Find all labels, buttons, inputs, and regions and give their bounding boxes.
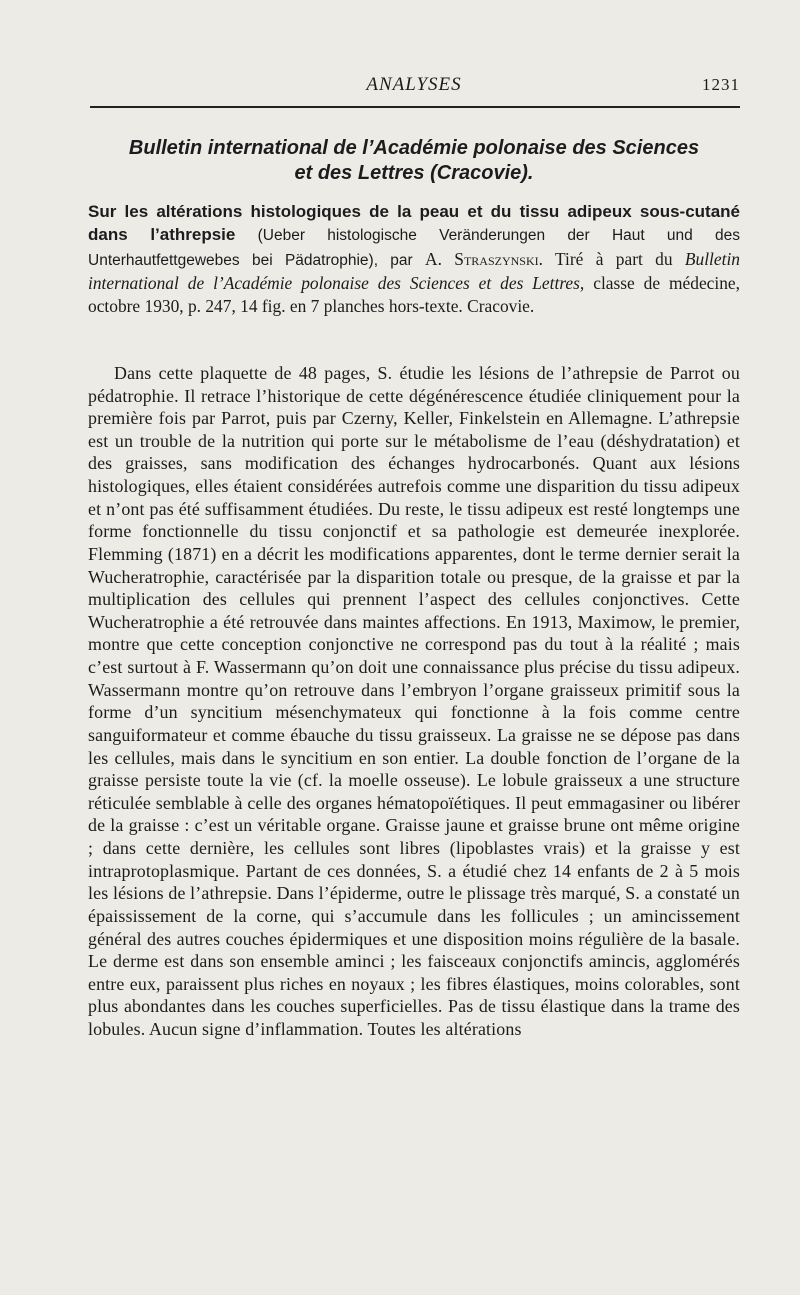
journal-title-line-2: et des Lettres (Cracovie). — [294, 162, 534, 184]
bibliographic-entry — [88, 200, 740, 317]
reprint-details: classe de médecine, octobre 1930, p. 247, 14 fig. en 7 planches hors-texte. Cracovie. — [88, 273, 740, 316]
journal-title — [88, 136, 740, 186]
article-body: Dans cette plaquette de 48 pages, S. étudie les lésions de l’athrepsie de Parrot ou pédatrophie. Il retrace l’historique de cette dégénérescence étudiée cliniquement pour la première fois par Parrot, puis par Czerny, Keller, Finkelstein en Allemagne. L’athrepsie est un trouble de la nutrition qui porte sur le métabolisme de l’eau (déshydratation) et des graisses, sans modification des échanges hydrocarbonés. Quant aux lésions histologiques, elles étaient considérées autrefois comme une disparition du tissu adipeux et n’ont pas été suffisamment étudiées. Du reste, le tissu adipeux est resté longtemps une forme fonctionnelle du tissu conjonctif et sa pathologie est demeurée inexplorée. Flemming (1871) en a décrit les modifications apparentes, dont le terme dernier serait la Wucheratrophie, caractérisée par la disparition totale ou presque, de la graisse et par la multiplication des cellules qui prennent l’aspect des cellules conjonctives. Cette Wucheratrophie a été retrouvée dans maintes affections. En 1913, Maximow, le premier, montre que cette conception conjonctive ne correspond pas du tout à la réalité ; mais c’est surtout à F. Wassermann qu’on doit une connaissance plus précise du tissu adipeux. Wassermann montre qu’on retrouve dans l’embryon l’organe graisseux primitif sous la forme d’un syncitium mésenchymateux qui fonctionne à la fois comme centre sanguiformateur et comme ébauche du tissu graisseux. La graisse ne se dépose pas dans les cellules, mais dans le syncitium en son entier. La double fonction de l’organe de la graisse persiste toute la vie (cf. la moelle osseuse). Le lobule graisseux a une structure réticulée semblable à celle des organes hématopoïétiques. Il peut emmagasiner ou libérer de la graisse : c’est un véritable organe. Graisse jaune et graisse brune ont même origine ; dans cette dernière, les cellules sont libres (lipoblastes vrais) et la graisse y est intraprotoplasmique. Partant de ces données, S. a étudié chez 14 enfants de 2 à 5 mois les lésions de l’athrepsie. Dans l’épiderme, outre le plissage très marqué, S. a constaté un épaississement de la corne, qui s’accumule dans les follicules ; un amincissement général des autres couches épidermiques et une disposition moins régulière de la basale. Le derme est dans son ensemble aminci ; les faisceaux conjonctifs amincis, agglomérés entre eux, paraissent plus riches en noyaux ; les fibres élastiques, moins colorables, sont plus abondantes dans les couches superficielles. Pas de tissu élastique dans la trame des lobules. Aucun signe d’inflammation. Toutes les altérations — [88, 362, 740, 1040]
article-author: A. Straszynski. — [425, 248, 543, 269]
reprint-journal: Bulletin international de l’Académie polonaise des Sciences et des Lettres, — [88, 248, 740, 294]
reprint-prefix: Tiré à part du — [555, 248, 673, 269]
running-head — [88, 72, 740, 102]
page-number: 1231 — [702, 75, 740, 94]
header-rule — [90, 106, 740, 108]
article-title: Sur les altérations histologiques de la peau et du tissu adipeux sous-cutané dans l’athrepsie — [88, 202, 740, 245]
german-title: (Ueber histologische Veränderungen der Haut und des Unterhautfettgewebes bei Pädatrophie), par — [88, 227, 740, 269]
running-title: ANALYSES — [366, 74, 462, 95]
journal-title-line-1: Bulletin international de l’Académie polonaise des Sciences — [128, 137, 700, 159]
